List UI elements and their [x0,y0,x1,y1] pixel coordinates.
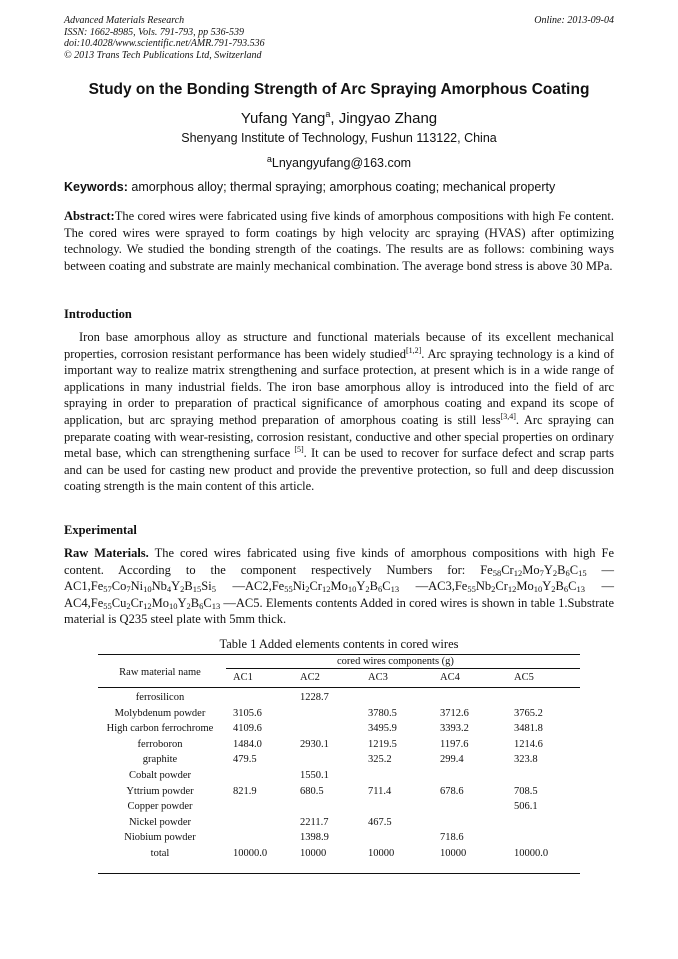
element-count: 7 [126,584,131,595]
abstract [64,208,614,274]
email-mark: a [266,154,272,164]
element-symbol: C [568,579,577,594]
element-count: 13 [390,584,400,595]
paragraph-text: . Elements contents Added in cored wires is shown in table 1.Substrate material is Q235 steel plate with 5mm thick. [64,595,614,627]
table-cell: 299.4 [440,754,464,766]
table-cell: 479.5 [233,754,257,766]
table-row-name: total [150,848,170,859]
email-address: Lnyangyufang@163.com [271,156,412,171]
element-symbol: C [569,562,579,577]
table-cell: 1214.6 [514,738,543,750]
paragraph-text: Iron base amorphous alloy as structure and functional materials because of its excellent mechanical properties, corrosion resistant performance has been widely studied [64,330,614,361]
alloy-formula [455,579,585,593]
element-count: 15 [192,584,202,595]
element-symbol: C [382,579,391,594]
element-count: 55 [467,584,476,595]
element-count: 10 [533,584,543,595]
element-count: 10 [347,584,357,595]
element-count: 2 [126,600,131,611]
element-symbol: Y [177,595,187,610]
alloy-formula [91,596,220,610]
raw-materials-label: Raw Materials. [64,546,149,560]
author-list [64,104,614,129]
table-cell: 821.9 [233,785,257,797]
element-count: 6 [377,584,383,595]
paragraph-text: . It can be used to recover for surface defect and scrap parts and can be used for casting new product and provide the preventive protection, so full and deep discussion coating strength is the main content of this article. [64,446,615,494]
element-count: 4 [166,584,172,595]
element-count: 2 [180,584,185,595]
element-count: 12 [321,584,331,595]
table-cell: 1197.6 [440,738,469,750]
raw-materials-paragraph [64,545,614,628]
table-cell: 3495.9 [368,723,397,735]
table-cell: 4109.6 [233,723,262,735]
alloy-formula [480,563,586,577]
abstract-label: Abstract: [64,209,115,223]
element-symbol: B [557,562,566,577]
element-symbol: Ni [130,579,144,594]
paper-title: Study on the Bonding Strength of Arc Spraying Amorphous Coating [88,81,590,98]
author-affiliation-mark: a [325,109,331,119]
element-symbol: Fe [90,595,104,610]
table-group-header: cored wires components (g) [337,656,454,667]
paragraph-text: . Arc spraying technology is a kind of important way to realize matrix strengthening and surface protection, at present which is in a wide range of applications in many industrial fields. The iron base amorphous alloy is introduced into the field of arc spraying in order to preparation of practical significance of amorphous coating and expand its scope of application, but arc spraying method preparation of amorphous coating is still less [64,346,614,427]
element-symbol: B [369,579,378,594]
author-name: , Jingyao Zhang [330,110,438,127]
element-symbol: Cr [495,579,508,594]
citation: [3,4] [500,411,516,421]
element-symbol: Mo [516,579,534,594]
element-symbol: Si [201,579,212,594]
element-symbol: Y [543,562,553,577]
element-symbol: Mo [522,562,540,577]
paragraph-text: . Arc spraying can preparate coating with wear-resisting, corrosion resistant, conductive and other special properties on ordinary metal base, which can strengthening surface [64,412,614,461]
element-symbol: Fe [480,562,493,577]
table-row-name: Niobium powder [124,832,196,844]
table-row-name: Nickel powder [128,816,192,828]
table-row-name: Cobalt powder [128,770,192,781]
element-count: 10 [143,584,152,595]
affiliation: Shenyang Institute of Technology, Fushun 113122, China [181,131,497,145]
table-cell: 3780.5 [368,707,397,719]
table-header-rule [98,687,580,688]
alloy-code: AC4 [64,595,88,610]
issn-line: ISSN: 1662-8985, Vols. 791-793, pp 536-539 [64,26,244,38]
table-cell: 1550.1 [300,770,329,781]
author-name: Yufang Yang [240,110,326,127]
table-caption: Table 1 Added elements contents in cored wires [219,637,459,651]
keywords [64,179,614,196]
table-cell: 678.6 [440,785,464,797]
element-symbol: Co [111,579,127,594]
introduction-paragraph [64,329,614,495]
alloy-code: AC1 [64,579,88,594]
table-cell: 10000 [368,848,395,859]
element-count: 6 [563,584,569,595]
table-cell: 711.4 [368,785,392,797]
table-cell: 708.5 [514,785,538,797]
table-row-name: Molybdenum powder [114,707,206,719]
element-symbol: Cr [309,579,322,594]
element-symbol: Ni [292,579,306,594]
element-count: 58 [492,567,502,578]
contact-email [64,151,614,172]
element-symbol: B [190,595,200,610]
element-symbol: B [184,579,193,594]
element-symbol: Nb [475,579,492,594]
element-count: 2 [186,600,191,611]
table-cell: 10000 [440,848,467,859]
alloy-code: AC3 [428,579,452,594]
table-column-header: AC4 [440,672,460,683]
table-cell: 10000 [300,848,327,859]
table-cell: 718.6 [440,832,464,844]
abstract-text: The cored wires were fabricated using five kinds of amorphous compositions with high Fe content. The cored wires were sprayed to form coatings by high velocity arc spraying (HVAS) after optimizing technology. We studied the bonding strength of the coatings. The results are as follows: combining ways between coating and substrate are mainly mechanical combination. The average bond stress is above 30 MPa. [64,209,614,273]
element-symbol: Y [171,579,181,594]
copyright-line: © 2013 Trans Tech Publications Ltd, Switzerland [64,49,262,61]
table-cell: 10000.0 [514,848,549,859]
alloy-formula [91,579,216,593]
alloy-code: AC5 [235,595,260,610]
element-symbol: Fe [271,579,285,594]
element-symbol: Mo [151,595,169,610]
table-cell: 1484.0 [233,738,262,750]
keywords-text: amorphous alloy; thermal spraying; amorphous coating; mechanical property [127,180,556,194]
element-count: 15 [578,567,587,578]
element-symbol: Fe [454,579,468,594]
element-symbol: Cr [501,562,514,577]
element-count: 12 [143,600,152,611]
table-cell: 3712.6 [440,707,469,719]
citation: [5] [294,445,304,455]
table-cell: 3393.2 [440,723,469,735]
element-symbol: C [203,595,212,610]
keywords-label: Keywords: [64,180,128,194]
paragraph-text: The cored wires fabricated using five kinds of amorphous compositions with high Fe content. According to the component respectively Numbers for: [64,546,614,577]
element-count: 13 [211,600,221,611]
table-cell: 3481.8 [514,723,543,735]
element-count: 2 [552,567,558,578]
element-count: 10 [168,600,178,611]
element-symbol: Nb [151,579,167,594]
table-bottom-rule [98,873,580,874]
element-count: 7 [539,567,544,578]
element-symbol: Y [356,579,366,594]
experimental-heading: Experimental [64,523,137,537]
element-count: 6 [565,567,570,578]
table-cell: 2211.7 [300,816,329,828]
table-column-header: AC5 [514,672,534,683]
element-count: 2 [491,584,496,595]
table-cell: 680.5 [300,785,324,797]
element-count: 2 [551,584,556,595]
table-row-name: High carbon ferrochrome [106,723,214,735]
element-count: 2 [305,584,310,595]
table-row-name: Yttrium powder [126,785,194,797]
table-cell: 3765.2 [514,707,543,719]
table-cell: 325.2 [368,754,392,766]
element-symbol: B [555,579,564,594]
element-count: 55 [103,600,112,611]
table-column-header: AC3 [368,672,388,683]
online-date: Online: 2013-09-04 [534,15,614,26]
element-count: 6 [199,600,204,611]
table-cell: 3105.6 [233,707,262,719]
table-group-rule [226,668,580,669]
table-cell: 506.1 [514,801,538,813]
element-count: 5 [211,584,216,595]
element-count: 12 [513,567,523,578]
element-count: 57 [103,584,112,595]
element-count: 13 [576,584,585,595]
element-count: 2 [365,584,370,595]
alloy-code: AC2 [244,579,269,594]
doi-line: doi:10.4028/www.scientific.net/AMR.791-793.536 [64,38,265,49]
table-row-name: graphite [142,754,178,766]
table-cell: 467.5 [368,816,392,828]
journal-header [64,15,265,61]
table-column-header: AC2 [300,672,320,683]
table-row-name: ferrosilicon [135,692,185,703]
citation: [1,2] [405,345,422,355]
element-symbol: Fe [90,579,104,594]
element-symbol: Y [542,579,552,594]
table-cell: 1398.9 [300,832,329,844]
table-cell: 1219.5 [368,738,397,750]
table-cell: 1228.7 [300,692,329,703]
element-symbol: Cu [111,595,127,610]
table-cell: 10000.0 [233,848,268,859]
element-symbol: Mo [330,579,348,594]
table-column-header: AC1 [233,672,253,683]
table-cell: 323.8 [514,754,538,766]
alloy-composition-list: $Fe_{58}Cr_{12}Mo_7Y_2B_6C_{15}$ $—AC1,Fe_{57}Co_7Ni_{10}Nb_4Y_2B_{15}Si_5$ $—AC2,Fe_{55}Ni_2Cr_{12}Mo_{10}Y_2B_6C_{13}$ $—AC3,Fe_{55}Nb_2Cr_{12}Mo_{10}Y_2B_6C_{13}$ $—AC4,Fe_{55}Cu_2Cr_{12}Mo_{10}Y_2B_6C_{13}$ —AC5 [64,562,614,611]
element-count: 12 [507,584,517,595]
table-row-header: Raw material name [119,667,201,678]
table-row-name: Copper powder [127,801,193,813]
table-cell: 2930.1 [300,738,329,750]
journal-name: Advanced Materials Research [64,15,185,26]
table-row-name: ferroboron [137,738,183,750]
alloy-formula [272,579,399,593]
element-count: 55 [284,584,293,595]
element-symbol: Cr [130,595,144,610]
introduction-heading: Introduction [64,307,132,321]
